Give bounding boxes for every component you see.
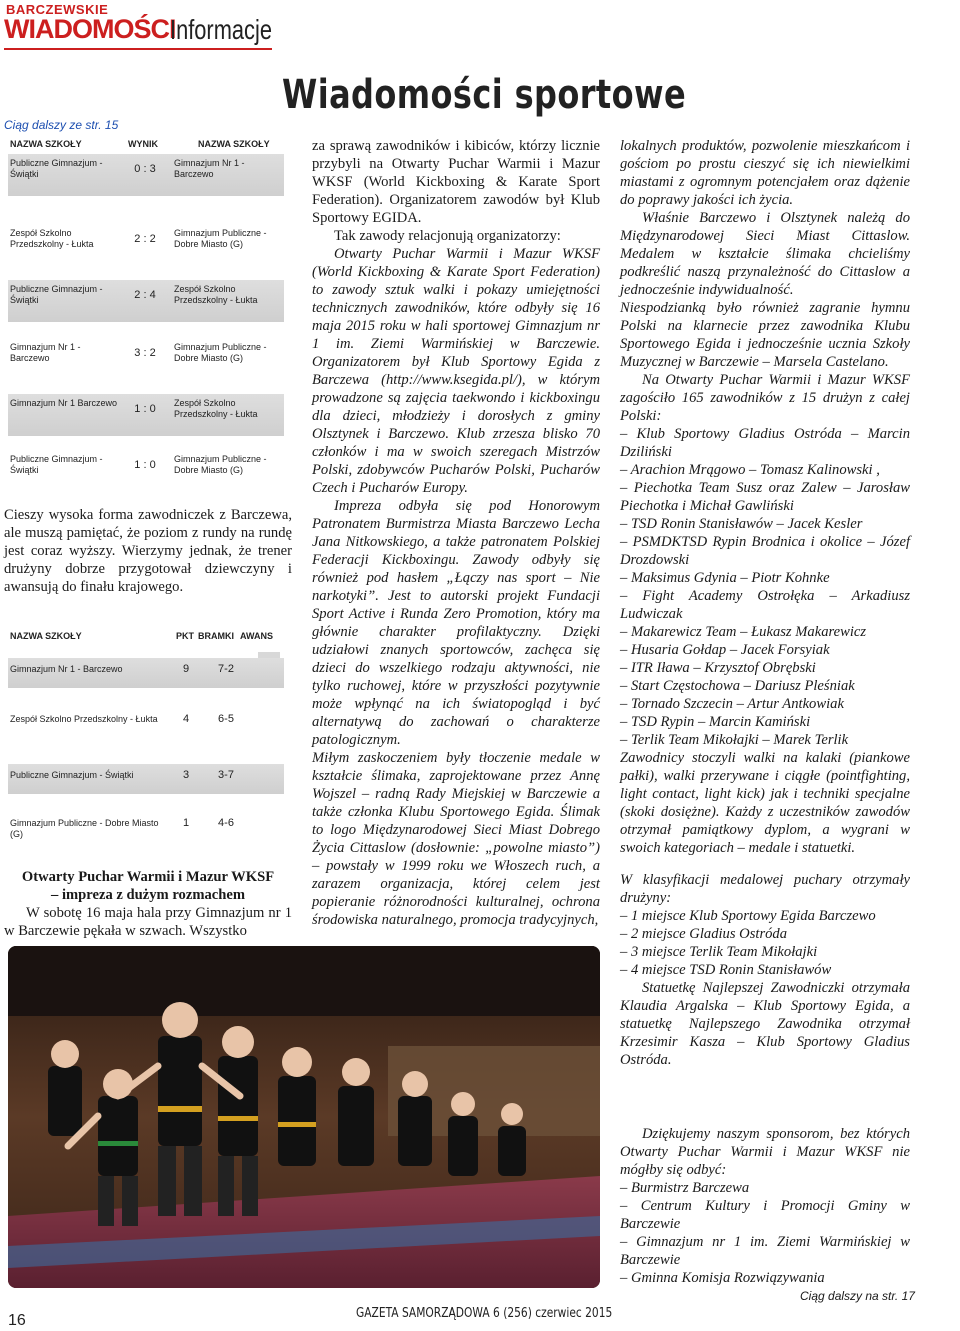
table-row — [8, 812, 284, 848]
team-b: Gimnazjum Publiczne - Dobre Miasto (G) — [174, 342, 267, 363]
paragraph: Właśnie Barczewo i Olsztynek należą do Międzynarodowej Sieci Miast Cittaslow. Medalem w kształcie ślimaka chcieliśmy podkreślić naszą przynależność do Cittaslow a jednocześnie indywidualność. — [620, 210, 910, 298]
list-item: – Husaria Gołdap – Jacek Forsyiak — [620, 642, 830, 658]
list-item: – 3 miejsce Terlik Team Mikołajki — [620, 944, 818, 960]
school: Publiczne Gimnazjum - Świątki — [10, 770, 134, 780]
continued-to: Ciąg dalszy na str. 17 — [800, 1289, 915, 1303]
paragraph: Cieszy wysoka forma zawodniczek z Barczewa, ale muszą pamiętać, że poziom z rundy na rundę jest coraz wyższy. Wierzymy jednak, że trener drużyny dobrze przygotował dziewczyny i awansują do finału krajowego. — [4, 507, 292, 595]
paragraph: Miłym zaskoczeniem były tłoczenie medale w kształcie ślimaka, zaprojektowane przez Annę Wojszel – radną Rady Miejskiej w Barczewie a także członka Klubu Sportowego Egida. Ślimak to logo Międzynarodowej Sieci Miast Dobrego Życia Cittaslow (dosłownie: „powolne miasto”) – powstały w 1999 roku we Włoszech ruch, a zarazem organizacja, której celem jest popieranie różnorodności kulturalnej, ochrona środowiska naturalnego, promocja tradycyjnych, — [312, 750, 600, 928]
goals: 6-5 — [218, 713, 234, 725]
paragraph: lokalnych produktów, pozwolenie mieszkańcom i gościom po prostu cieszyć się ich niewielkimi miastami z ogromnym potencjałem oraz dążenie do poprawy jakości ich życia. — [620, 138, 910, 208]
points: 3 — [182, 769, 190, 781]
paragraph: za sprawą zawodników i kibiców, którzy licznie przybyli na Otwarty Puchar Warmii i Mazur WKSF (World Kickboxing & Karate Sport Federation). Organizatorem zawodów był Klub Sportowy EGIDA. — [312, 138, 600, 226]
team-a: Gimnazjum Nr 1 - Barczewo — [10, 342, 81, 363]
list-item: – Piechotka Team Susz oraz Zalew – Jarosław Piechotka i Michał Gawliński — [620, 480, 910, 514]
table-row — [8, 450, 284, 486]
article-column-2 — [312, 137, 600, 929]
points: 4 — [182, 713, 190, 725]
table-row — [8, 224, 284, 258]
goals: 4-6 — [218, 817, 234, 829]
article-headline: Otwarty Puchar Warmii i Mazur WKSF — [21, 869, 275, 885]
team-b: Gimnazjum Publiczne - Dobre Miasto (G) — [174, 454, 267, 475]
header-school-b: NAZWA SZKOŁY — [198, 139, 270, 149]
paragraph: Tak zawody relacjonują organizatorzy: — [334, 228, 561, 244]
section-name: Informacje — [170, 14, 272, 45]
list-item: – Gimnazjum nr 1 im. Ziemi Warmińskiej w Barczewie — [620, 1234, 910, 1268]
table-header — [8, 628, 284, 644]
score: 0 : 3 — [134, 163, 156, 175]
team-a: Publiczne Gimnazjum - Świątki — [10, 158, 103, 179]
list-item: – TSD Ronin Stanisławów – Jacek Kesler — [620, 516, 863, 532]
table-row — [8, 280, 284, 322]
paragraph: W klasyfikacji medalowej puchary otrzymały drużyny: — [620, 872, 910, 906]
score: 1 : 0 — [134, 403, 156, 415]
paragraph: Zawodnicy stoczyli walki na kalaki (piankowe pałki), walki przerywane i ciągłe (pointfighting, light contact, light kick) jak i techniki specjalne (skoki dosiężne). Każdy z uczestników zawodów otrzymał pamiątkowy dyplom, a wygrani w swoich kategoriach – medale i statuetki. — [620, 750, 910, 856]
header-school: NAZWA SZKOŁY — [10, 631, 82, 641]
list-item: – ITR Iława – Krzysztof Obrębski — [620, 660, 816, 676]
team-a: Zespół Szkolno Przedszkolny - Łukta — [10, 228, 94, 249]
score: 3 : 2 — [134, 347, 156, 359]
article-start — [4, 868, 292, 940]
team-a: Gimnazjum Nr 1 Barczewo — [10, 398, 118, 408]
list-item: – 1 miejsce Klub Sportowy Egida Barczewo — [620, 908, 876, 924]
list-item: – Makarewicz Team – Łukasz Makarewicz — [620, 624, 867, 640]
table-row — [8, 658, 284, 688]
table-row — [8, 338, 284, 376]
team-b: Gimnazjum Publiczne - Dobre Miasto (G) — [174, 228, 267, 249]
article-column-3 — [620, 137, 910, 1069]
table-row — [8, 708, 284, 740]
kickboxing-photo — [8, 946, 600, 1288]
list-item: – 4 miejsce TSD Ronin Stanisławów — [620, 962, 832, 978]
list-item: – Tornado Szczecin – Artur Antkowiak — [620, 696, 844, 712]
table-header — [8, 136, 284, 152]
spacer — [620, 857, 910, 871]
page-title: Wiadomości sportowe — [282, 72, 687, 118]
header-rule — [4, 48, 272, 50]
continued-from: Ciąg dalszy ze str. 15 — [4, 118, 119, 132]
list-item: – Burmistrz Barczewa — [620, 1180, 750, 1196]
score: 1 : 0 — [134, 459, 156, 471]
list-item: – Fight Academy Ostrołęka – Arkadiusz Ludwiczak — [620, 588, 910, 622]
paragraph: Dziękujemy naszym sponsorom, bez których Otwarty Puchar Warmii i Mazur WKSF nie mógłby się odbyć: — [620, 1126, 910, 1178]
list-item: – 2 miejsce Gladius Ostróda — [620, 926, 788, 942]
header-points: PKT — [176, 631, 194, 641]
score: 2 : 2 — [134, 233, 156, 245]
brand-logo: WIADOMOŚCI — [4, 14, 176, 44]
footer-publication: GAZETA SAMORZĄDOWA 6 (256) czerwiec 2015 — [356, 1306, 613, 1321]
table-row — [8, 764, 284, 794]
list-item: – Centrum Kultury i Promocji Gminy w Barczewie — [620, 1198, 910, 1232]
team-b: Zespół Szkolno Przedszkolny - Łukta — [174, 284, 258, 305]
paragraph: Statuetkę Najlepszej Zawodniczki otrzymała Klaudia Argalska – Klub Sportowy Egida, a statuetkę Najlepszego Zawodnika otrzymał Krzesimir Kasza – Klub Sportowy Gladius Ostróda. — [620, 980, 910, 1068]
team-b: Zespół Szkolno Przedszkolny - Łukta — [174, 398, 258, 419]
results-table — [8, 136, 284, 486]
article-lead: W sobotę 16 maja hala przy Gimnazjum nr 1 w Barczewie pękała w szwach. Wszystko — [4, 905, 292, 939]
football-summary — [4, 506, 292, 596]
page-number: 16 — [8, 1312, 26, 1329]
paragraph: Otwarty Puchar Warmii i Mazur WKSF (World Kickboxing & Karate Sport Federation) to zawody sztuk walki i pokazy umiejętności technicznych zawodników, które odbyły się 16 maja 2015 roku w hali sportowej Gimnazjum nr 1 im. Ziemi Warmińskiej w Barczewie. Organizatorem był Klub Sportowy Egida z Barczewa (http://www.ksegida.pl/), w którym prowadzone są zajęcia taekwondo i kickboxingu dla dzieci, młodzieży i dorosłych z gminy Olsztynek i Barczewo. Klub zrzesza blisko 70 członków i ma w swoich szeregach Mistrzów Polski, zdobywców Pucharów Polski, Pucharów Czech i Pucharów Europy. — [312, 246, 600, 496]
points: 9 — [182, 663, 190, 675]
goals: 7-2 — [218, 663, 234, 675]
header-promotion: AWANS — [240, 631, 274, 641]
goals: 3-7 — [218, 769, 234, 781]
list-item: – PSMDKTSD Rypin Brodnica i okolice – Józef Drozdowski — [620, 534, 910, 568]
team-b: Gimnazjum Nr 1 - Barczewo — [174, 158, 245, 179]
list-item: – Gminna Komisja Rozwiązywania — [620, 1270, 825, 1286]
list-item: – Terlik Team Mikołajki – Marek Terlik — [620, 732, 849, 748]
paragraph: Na Otwarty Puchar Warmii i Mazur WKSF zagościło 165 zawodników z 15 drużyn z całej Polski: — [620, 372, 910, 424]
school: Gimnazjum Publiczne - Dobre Miasto (G) — [10, 818, 159, 839]
article-subheadline: – impreza z dużym rozmachem — [51, 887, 245, 903]
list-item: – Arachion Mrągowo – Tomasz Kalinowski , — [620, 462, 880, 478]
school: Gimnazjum Nr 1 - Barczewo — [10, 664, 123, 674]
header-score: WYNIK — [128, 139, 158, 149]
paragraph: Impreza odbyła się pod Honorowym Patronatem Burmistrza Miasta Barczewo Lecha Jana Nitkowskiego, a także patronatem Polskiej Federacji Kickboxingu. Zawody odbyły się również pod hasłem „Łączy nas sport – Nie narkotyki”. Jest to autorski projekt Fundacji Sport Active i Runda Zero Promotion, który ma głównie charakter profilaktyczny. Dzięki udziałowi znanych sportowców, zachęca się dzieci do wszelkiego rodzaju aktywności, nie tylko ruchowej, które w przyszłości pozytywnie może wpłynąć na ich światopogląd i być alternatywą do zachowań o charakterze patologicznym. — [312, 498, 600, 748]
masthead — [4, 2, 294, 46]
list-item: – TSD Rypin – Marcin Kamiński — [620, 714, 811, 730]
points: 1 — [182, 817, 190, 829]
team-a: Publiczne Gimnazjum - Świątki — [10, 284, 103, 305]
score: 2 : 4 — [134, 289, 156, 301]
sponsors-section — [620, 1125, 910, 1287]
table-row — [8, 394, 284, 436]
school: Zespół Szkolno Przedszkolny - Łukta — [10, 714, 158, 724]
table-row — [8, 154, 284, 196]
header-school-a: NAZWA SZKOŁY — [10, 139, 82, 149]
list-item: – Maksimus Gdynia – Piotr Kohnke — [620, 570, 830, 586]
brand-top: BARCZEWSKIE — [6, 2, 109, 17]
list-item: – Klub Sportowy Gladius Ostróda – Marcin Dziliński — [620, 426, 910, 460]
standings-table — [8, 628, 284, 850]
team-a: Publiczne Gimnazjum - Świątki — [10, 454, 103, 475]
list-item: – Start Częstochowa – Dariusz Pleśniak — [620, 678, 855, 694]
header-goals: BRAMKI — [198, 631, 234, 641]
paragraph: Niespodzianką było również zagranie hymnu Polski na klarnecie przez zawodnika Klubu Sportowego Egida i jednocześnie ucznia Szkoły Muzycznej w Barczewie – Marsela Castelano. — [620, 300, 910, 370]
photo-illustration — [8, 946, 600, 1288]
